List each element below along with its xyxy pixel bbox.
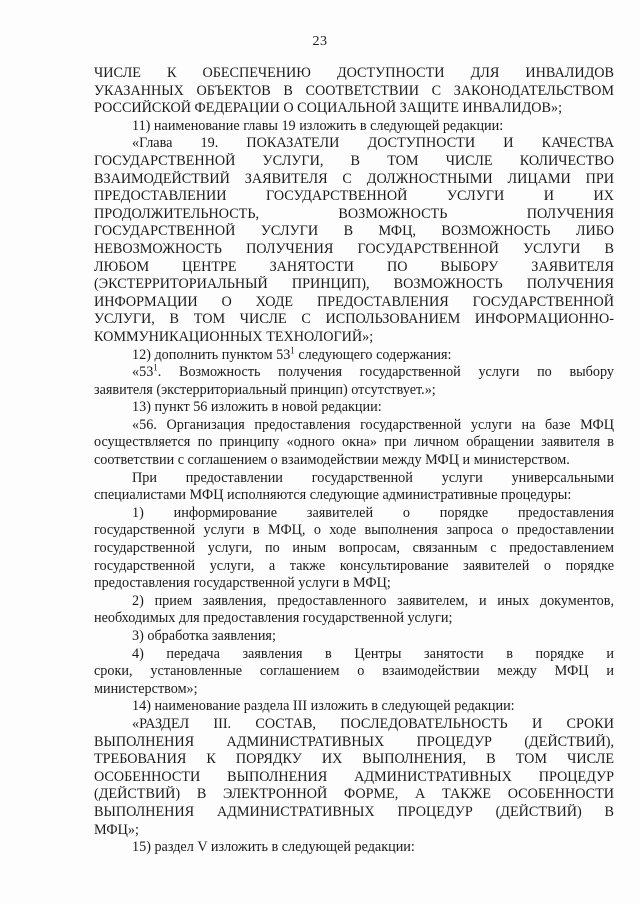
line-text: ТРЕБОВАНИЯ К ПОРЯДКУ ИХ ВЫПОЛНЕНИЯ, В ТОМ ЧИСЛЕ bbox=[94, 751, 614, 768]
text-line bbox=[94, 188, 614, 206]
line-text: государственной услуги, а также консультирование заявителей о порядке bbox=[94, 557, 614, 574]
text-line bbox=[94, 769, 614, 787]
text-line bbox=[94, 259, 614, 277]
text-line bbox=[94, 628, 614, 646]
page-number: 23 bbox=[312, 34, 328, 49]
line-text: УКАЗАННЫХ ОБЪЕКТОВ В СООТВЕТСТВИИ С ЗАКОНОДАТЕЛЬСТВОМ bbox=[94, 82, 614, 99]
line-text: НЕВОЗМОЖНОСТЬ ПОЛУЧЕНИЯ ГОСУДАРСТВЕННОЙ УСЛУГИ В bbox=[94, 240, 614, 257]
text-line bbox=[94, 681, 614, 699]
superscript: 1 bbox=[153, 364, 158, 373]
line-text: «56. Организация предоставления государственной услуги на базе МФЦ bbox=[132, 416, 614, 433]
text-line bbox=[94, 347, 614, 365]
line-text: «53 bbox=[132, 364, 154, 381]
line-text: 12) дополнить пунктом 53 bbox=[132, 346, 291, 363]
line-text: КОММУНИКАЦИОННЫХ ТЕХНОЛОГИЙ»; bbox=[94, 328, 374, 345]
line-text-after: следующего содержания: bbox=[294, 346, 452, 363]
line-text: 1) информирование заявителей о порядке предоставления bbox=[132, 504, 614, 521]
line-text: ГОСУДАРСТВЕННОЙ УСЛУГИ В МФЦ, ВОЗМОЖНОСТЬ ЛИБО bbox=[94, 223, 614, 240]
line-text: ОСОБЕННОСТИ ВЫПОЛНЕНИЯ АДМИНИСТРАТИВНЫХ ПРОЦЕДУР bbox=[94, 768, 614, 785]
text-line bbox=[94, 716, 614, 734]
line-text: предоставления государственной услуги в МФЦ; bbox=[94, 575, 391, 592]
text-line bbox=[94, 470, 614, 488]
line-text: 2) прием заявления, предоставленного заявителем, и иных документов, bbox=[132, 592, 614, 609]
line-text: 14) наименование раздела III изложить в следующей редакции: bbox=[132, 698, 515, 715]
line-text-after: . Возможность получения государственной услуги по выбору bbox=[157, 364, 614, 381]
line-text: «Глава 19. ПОКАЗАТЕЛИ ДОСТУПНОСТИ И КАЧЕСТВА bbox=[132, 135, 614, 152]
line-text: специалистами МФЦ исполняются следующие административные процедуры: bbox=[94, 487, 572, 504]
text-line bbox=[94, 294, 614, 312]
text-line bbox=[94, 171, 614, 189]
line-text: сроки, установленные соглашением о взаимодействии между МФЦ и bbox=[94, 663, 614, 680]
line-text: ЧИСЛЕ К ОБЕСПЕЧЕНИЮ ДОСТУПНОСТИ ДЛЯ ИНВАЛИДОВ bbox=[94, 65, 614, 81]
text-line bbox=[94, 65, 614, 83]
line-text: «РАЗДЕЛ III. СОСТАВ, ПОСЛЕДОВАТЕЛЬНОСТЬ И СРОКИ bbox=[132, 715, 614, 732]
text-line bbox=[94, 364, 614, 382]
line-text: 13) пункт 56 изложить в новой редакции: bbox=[132, 399, 382, 416]
line-text: ВЫПОЛНЕНИЯ АДМИНИСТРАТИВНЫХ ПРОЦЕДУР (ДЕЙСТВИЙ) В bbox=[94, 803, 614, 820]
text-line bbox=[94, 434, 614, 452]
line-text: осуществляется по принципу «одного окна» при личном обращении заявителя в bbox=[94, 434, 614, 451]
line-text: государственной услуги в МФЦ, о ходе выполнения запроса о предоставлении bbox=[94, 522, 614, 539]
text-line bbox=[94, 223, 614, 241]
line-text: 15) раздел V изложить в следующей редакции: bbox=[132, 839, 415, 856]
line-text: ЛЮБОМ ЦЕНТРЕ ЗАНЯТОСТИ ПО ВЫБОРУ ЗАЯВИТЕЛЯ bbox=[94, 258, 614, 275]
line-text: (ДЕЙСТВИЙ) В ЭЛЕКТРОННОЙ ФОРМЕ, А ТАКЖЕ ОСОБЕННОСТИ bbox=[94, 786, 614, 803]
line-text: государственной услуги, по иным вопросам, связанным с предоставлением bbox=[94, 540, 614, 557]
text-line bbox=[94, 522, 614, 540]
text-line bbox=[94, 822, 614, 840]
line-text: 4) передача заявления в Центры занятости в порядке и bbox=[132, 645, 614, 662]
text-line bbox=[94, 135, 614, 153]
text-line bbox=[94, 734, 614, 752]
text-line bbox=[94, 241, 614, 259]
line-text: ПРОДОЛЖИТЕЛЬНОСТЬ, ВОЗМОЖНОСТЬ ПОЛУЧЕНИЯ bbox=[94, 205, 614, 222]
text-line bbox=[94, 206, 614, 224]
line-text: ВЫПОЛНЕНИЯ АДМИНИСТРАТИВНЫХ ПРОЦЕДУР (ДЕЙСТВИЙ), bbox=[94, 733, 614, 750]
line-text: заявителя (экстерриториальный принцип) отсутствует.»; bbox=[94, 381, 436, 398]
text-line bbox=[94, 839, 614, 857]
text-line bbox=[94, 593, 614, 611]
text-line bbox=[94, 804, 614, 822]
line-text: ПРЕДОСТАВЛЕНИИ ГОСУДАРСТВЕННОЙ УСЛУГИ И ИХ bbox=[94, 188, 614, 205]
document-body bbox=[94, 65, 614, 857]
text-line bbox=[94, 698, 614, 716]
text-line bbox=[94, 558, 614, 576]
text-line bbox=[94, 399, 614, 417]
text-line bbox=[94, 118, 614, 136]
line-text: соответствии с соглашением о взаимодействии между МФЦ и министерством. bbox=[94, 452, 570, 469]
text-line bbox=[94, 329, 614, 347]
text-line bbox=[94, 452, 614, 470]
line-text: МФЦ»; bbox=[94, 821, 139, 838]
line-text: 3) обработка заявления; bbox=[132, 628, 276, 644]
line-text: 11) наименование главы 19 изложить в следующей редакции: bbox=[132, 117, 504, 134]
text-line bbox=[94, 487, 614, 505]
line-text: ВЗАИМОДЕЙСТВИЙ ЗАЯВИТЕЛЯ С ДОЛЖНОСТНЫМИ ЛИЦАМИ ПРИ bbox=[94, 170, 614, 187]
text-line bbox=[94, 575, 614, 593]
text-line bbox=[94, 311, 614, 329]
line-text: РОССИЙСКОЙ ФЕДЕРАЦИИ О СОЦИАЛЬНОЙ ЗАЩИТЕ ИНВАЛИДОВ»; bbox=[94, 100, 563, 117]
text-line bbox=[94, 417, 614, 435]
text-line bbox=[94, 83, 614, 101]
text-line bbox=[94, 382, 614, 400]
text-line bbox=[94, 153, 614, 171]
line-text: необходимых для предоставления государственной услуги; bbox=[94, 610, 453, 627]
text-line bbox=[94, 505, 614, 523]
line-text: (ЭКСТЕРРИТОРИАЛЬНЫЙ ПРИНЦИП), ВОЗМОЖНОСТЬ ПОЛУЧЕНИЯ bbox=[94, 276, 614, 293]
line-text: УСЛУГИ, В ТОМ ЧИСЛЕ С ИСПОЛЬЗОВАНИЕМ ИНФОРМАЦИОННО- bbox=[94, 311, 614, 328]
text-line bbox=[94, 663, 614, 681]
line-text: министерством»; bbox=[94, 680, 198, 697]
text-line bbox=[94, 540, 614, 558]
line-text: ИНФОРМАЦИИ О ХОДЕ ПРЕДОСТАВЛЕНИЯ ГОСУДАРСТВЕННОЙ bbox=[94, 293, 614, 310]
text-line bbox=[94, 276, 614, 294]
text-line bbox=[94, 646, 614, 664]
superscript: 1 bbox=[290, 346, 295, 355]
text-line bbox=[94, 751, 614, 769]
line-text: При предоставлении государственной услуги универсальными bbox=[132, 469, 614, 486]
text-line bbox=[94, 100, 614, 118]
text-line bbox=[94, 786, 614, 804]
line-text: ГОСУДАРСТВЕННОЙ УСЛУГИ, В ТОМ ЧИСЛЕ КОЛИЧЕСТВО bbox=[94, 152, 614, 169]
text-line bbox=[94, 610, 614, 628]
